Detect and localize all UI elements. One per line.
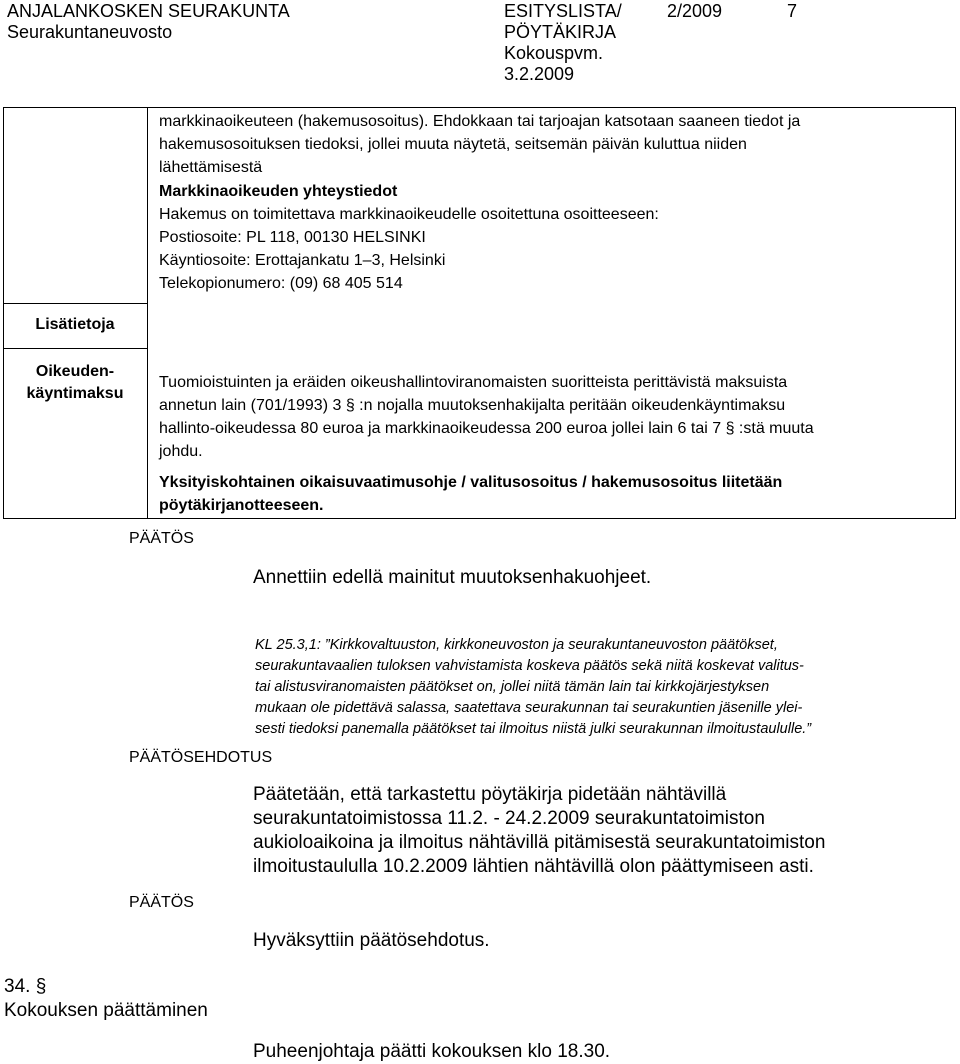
contact-visiting: Käyntiosoite: Erottajankatu 1–3, Helsinki: [159, 252, 446, 269]
appeal-line-3: lähettämisestä: [159, 159, 263, 176]
decision-label: PÄÄTÖS: [129, 530, 194, 547]
body-name: Seurakuntaneuvosto: [7, 22, 173, 42]
attachment-line-2: pöytäkirjanotteeseen.: [159, 497, 324, 514]
decision-text-2: Hyväksyttiin päätösehdotus.: [253, 930, 490, 951]
contact-postal: Postiosoite: PL 118, 00130 HELSINKI: [159, 229, 426, 246]
fee-line-3: hallinto-oikeudessa 80 euroa ja markkinaoikeudessa 200 euroa jollei lain 6 tai 7 § :stä muuta: [159, 420, 814, 437]
meeting-label: Kokouspvm.: [504, 43, 604, 63]
meeting-date: 3.2.2009: [504, 64, 575, 84]
sidebar-divider-1: [3, 303, 147, 304]
appeal-line-2: hakemusosoituksen tiedoksi, jollei muuta näytetä, seitsemän päivän kuluttua niiden: [159, 136, 747, 153]
proposal-label: PÄÄTÖSEHDOTUS: [129, 749, 273, 766]
table-bottom-border: [3, 518, 956, 519]
quote-line-4: mukaan ole pidettävä salassa, saatettava seurakunnan tai seurakuntien jäsenille ylei-: [255, 700, 803, 716]
quote-line-1: KL 25.3,1: ”Kirkkovaltuuston, kirkkoneuvoston ja seurakuntaneuvoston päätökset,: [255, 637, 778, 653]
doc-type-2: PÖYTÄKIRJA: [504, 22, 617, 42]
sidebar-label-oikeuden: Oikeuden-: [35, 363, 115, 380]
section-number: 34. §: [4, 976, 47, 997]
table-top-border: [3, 107, 956, 108]
sidebar-label-lisatietoja: Lisätietoja: [35, 316, 115, 333]
proposal-line-2: seurakuntatoimistossa 11.2. - 24.2.2009 seurakuntatoimiston: [253, 808, 765, 829]
contact-fax: Telekopionumero: (09) 68 405 514: [159, 275, 403, 292]
org-name: ANJALANKOSKEN SEURAKUNTA: [7, 1, 290, 21]
doc-type-1: ESITYSLISTA/: [504, 1, 622, 21]
quote-line-2: seurakuntavaalien tuloksen vahvistamista koskeva päätös sekä niitä koskevat valitus-: [255, 658, 804, 674]
proposal-line-3: aukioloaikoina ja ilmoitus nähtävillä pitämisestä seurakuntatoimiston: [253, 832, 826, 853]
contact-heading: Markkinaoikeuden yhteystiedot: [159, 183, 398, 200]
page-number: 7: [787, 1, 798, 21]
appeal-line-1: markkinaoikeuteen (hakemusosoitus). Ehdokkaan tai tarjoajan katsotaan saaneen tiedot ja: [159, 113, 801, 130]
section-title: Kokouksen päättäminen: [4, 1000, 208, 1021]
doc-number: 2/2009: [667, 1, 723, 21]
table-column-divider: [147, 107, 148, 519]
quote-line-5: sesti tiedoksi panemalla päätökset tai ilmoitus niistä julki seurakunnan ilmoitustaululle.”: [255, 721, 812, 737]
table-left-border: [3, 107, 4, 519]
table-right-border: [955, 107, 956, 519]
attachment-line-1: Yksityiskohtainen oikaisuvaatimusohje / valitusosoitus / hakemusosoitus liitetään: [159, 474, 783, 491]
contact-line-1: Hakemus on toimitettava markkinaoikeudelle osoitettuna osoitteeseen:: [159, 206, 659, 223]
proposal-line-4: ilmoitustaululla 10.2.2009 lähtien nähtävillä olon päättymiseen asti.: [253, 856, 814, 877]
sidebar-label-kayntimaksu: käyntimaksu: [26, 385, 124, 402]
proposal-line-1: Päätetään, että tarkastettu pöytäkirja pidetään nähtävillä: [253, 784, 727, 805]
fee-line-2: annetun lain (701/1993) 3 § :n nojalla muutoksenhakijalta peritään oikeudenkäyntimaksu: [159, 397, 786, 414]
quote-line-3: tai alistusviranomaisten päätökset on, jollei niitä tämän lain tai kirkkojärjestyksen: [255, 679, 770, 695]
decision-text: Annettiin edellä mainitut muutoksenhakuohjeet.: [253, 567, 652, 588]
fee-line-1: Tuomioistuinten ja eräiden oikeushallintoviranomaisten suoritteista perittävistä maksuista: [159, 374, 788, 391]
sidebar-divider-2: [3, 348, 147, 349]
fee-line-4: johdu.: [159, 443, 203, 460]
closing-statement: Puheenjohtaja päätti kokouksen klo 18.30.: [253, 1041, 611, 1062]
decision-label-2: PÄÄTÖS: [129, 894, 194, 911]
